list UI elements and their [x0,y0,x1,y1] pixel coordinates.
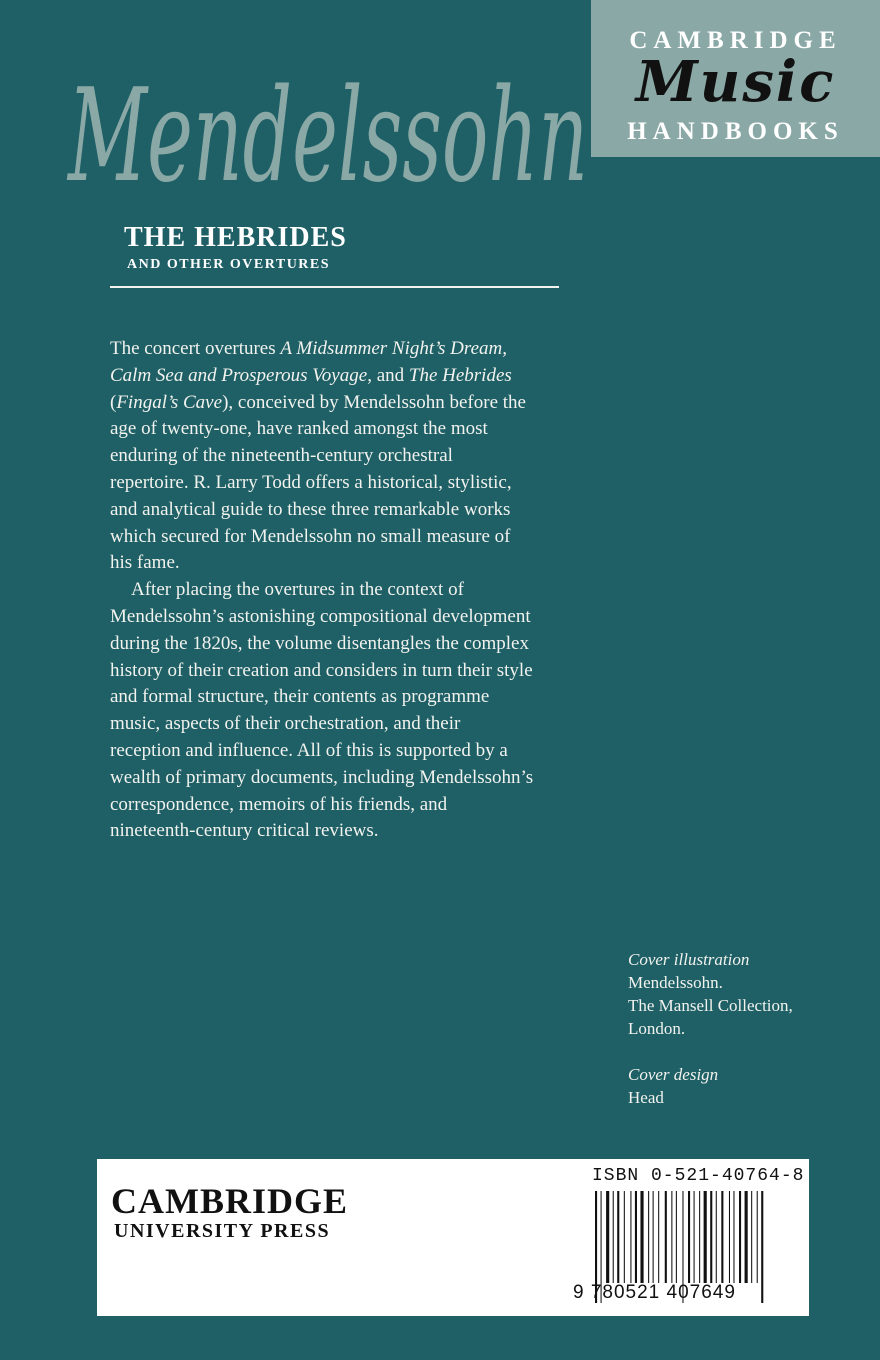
barcode-bar [710,1191,712,1283]
barcode-bar [739,1191,741,1283]
barcode-bar [751,1191,752,1283]
illustration-credit-line: The Mansell Collection, [628,996,793,1015]
barcode-bar [688,1191,690,1283]
barcode-bar [721,1191,723,1283]
blurb-text [110,336,535,845]
illustration-credit-label: Cover illustration [628,950,750,969]
barcode-bar [729,1191,730,1283]
barcode-bar [635,1191,637,1283]
blurb-paragraph-1 [110,336,535,577]
design-credit-label: Cover design [628,1065,719,1084]
blurb-text-run: The concert overtures [110,338,281,359]
series-name-script: Music [635,49,836,115]
work-title: Fingal’s Cave [116,391,223,413]
barcode-bar [757,1191,758,1283]
work-title: The Hebrides [408,364,512,386]
barcode-bar [606,1191,609,1283]
blurb-paragraph-2: After placing the overtures in the context of Mendelssohn’s astonishing compositional development during the 1820s, the volume disentangles the complex history of their creation and considers in turn their style and formal structure, their contents as programme music, aspects of their orchestration, and their reception and influence. All of this is supported by a wealth of primary documents, including Mendelssohn’s correspondence, memoirs of his friends, and nineteenth-century critical reviews. [110,579,534,842]
design-credit-line: Head [628,1088,664,1107]
series-name-bottom: HANDBOOKS [627,118,844,145]
composer-signature [60,40,600,220]
isbn-number: ISBN 0-521-40764-8 [592,1166,805,1186]
credits-spacer [628,1040,868,1063]
blurb-text-run: ( [110,391,117,413]
barcode-bar [665,1191,667,1283]
barcode-bar [694,1191,695,1283]
composer-name: Mendelssohn [66,62,589,211]
barcode-bar [716,1191,717,1283]
barcode-bar [676,1191,677,1283]
blurb-text-run: , and [367,364,409,386]
barcode-bar [653,1191,654,1283]
work-title: A Midsummer Night’s Dream, [280,338,507,359]
blurb-text-run: ), conceived by Mendelssohn before the age of twenty-one, have ranked amongst the most enduring of the nineteenth-century orchestral repertoire. R. Larry Todd offers a historical, stylistic, and analytical guide to these three remarkable works which secured for Mendelssohn no small measure of his fame. [110,391,526,574]
series-logo-box [591,0,880,157]
publisher-panel [97,1159,809,1316]
work-title: Calm Sea and Prosperous Voyage [110,364,368,386]
cover-credits [628,948,868,1109]
barcode-bar [745,1191,748,1283]
barcode-bar [613,1191,614,1283]
barcode-bar [648,1191,649,1283]
barcode-bar [624,1191,625,1283]
barcode-bar [640,1191,643,1283]
barcode-bar [699,1191,700,1283]
barcode-bar [658,1191,659,1283]
book-title: THE HEBRIDES [124,222,347,253]
publisher-subtitle: UNIVERSITY PRESS [114,1220,331,1242]
publisher-name: CAMBRIDGE [111,1181,349,1221]
barcode-digits: 9 780521 407649 [573,1282,736,1303]
title-divider [110,286,559,288]
illustration-credit-line: Mendelssohn. [628,973,723,992]
barcode-bar [630,1191,631,1283]
illustration-credit-line: London. [628,1019,686,1038]
barcode-bar [704,1191,707,1283]
barcode-bar [617,1191,619,1283]
barcode-bar [733,1191,734,1283]
book-subtitle: AND OTHER OVERTURES [127,257,331,272]
barcode-bar [671,1191,672,1283]
series-name-top: CAMBRIDGE [629,27,842,54]
